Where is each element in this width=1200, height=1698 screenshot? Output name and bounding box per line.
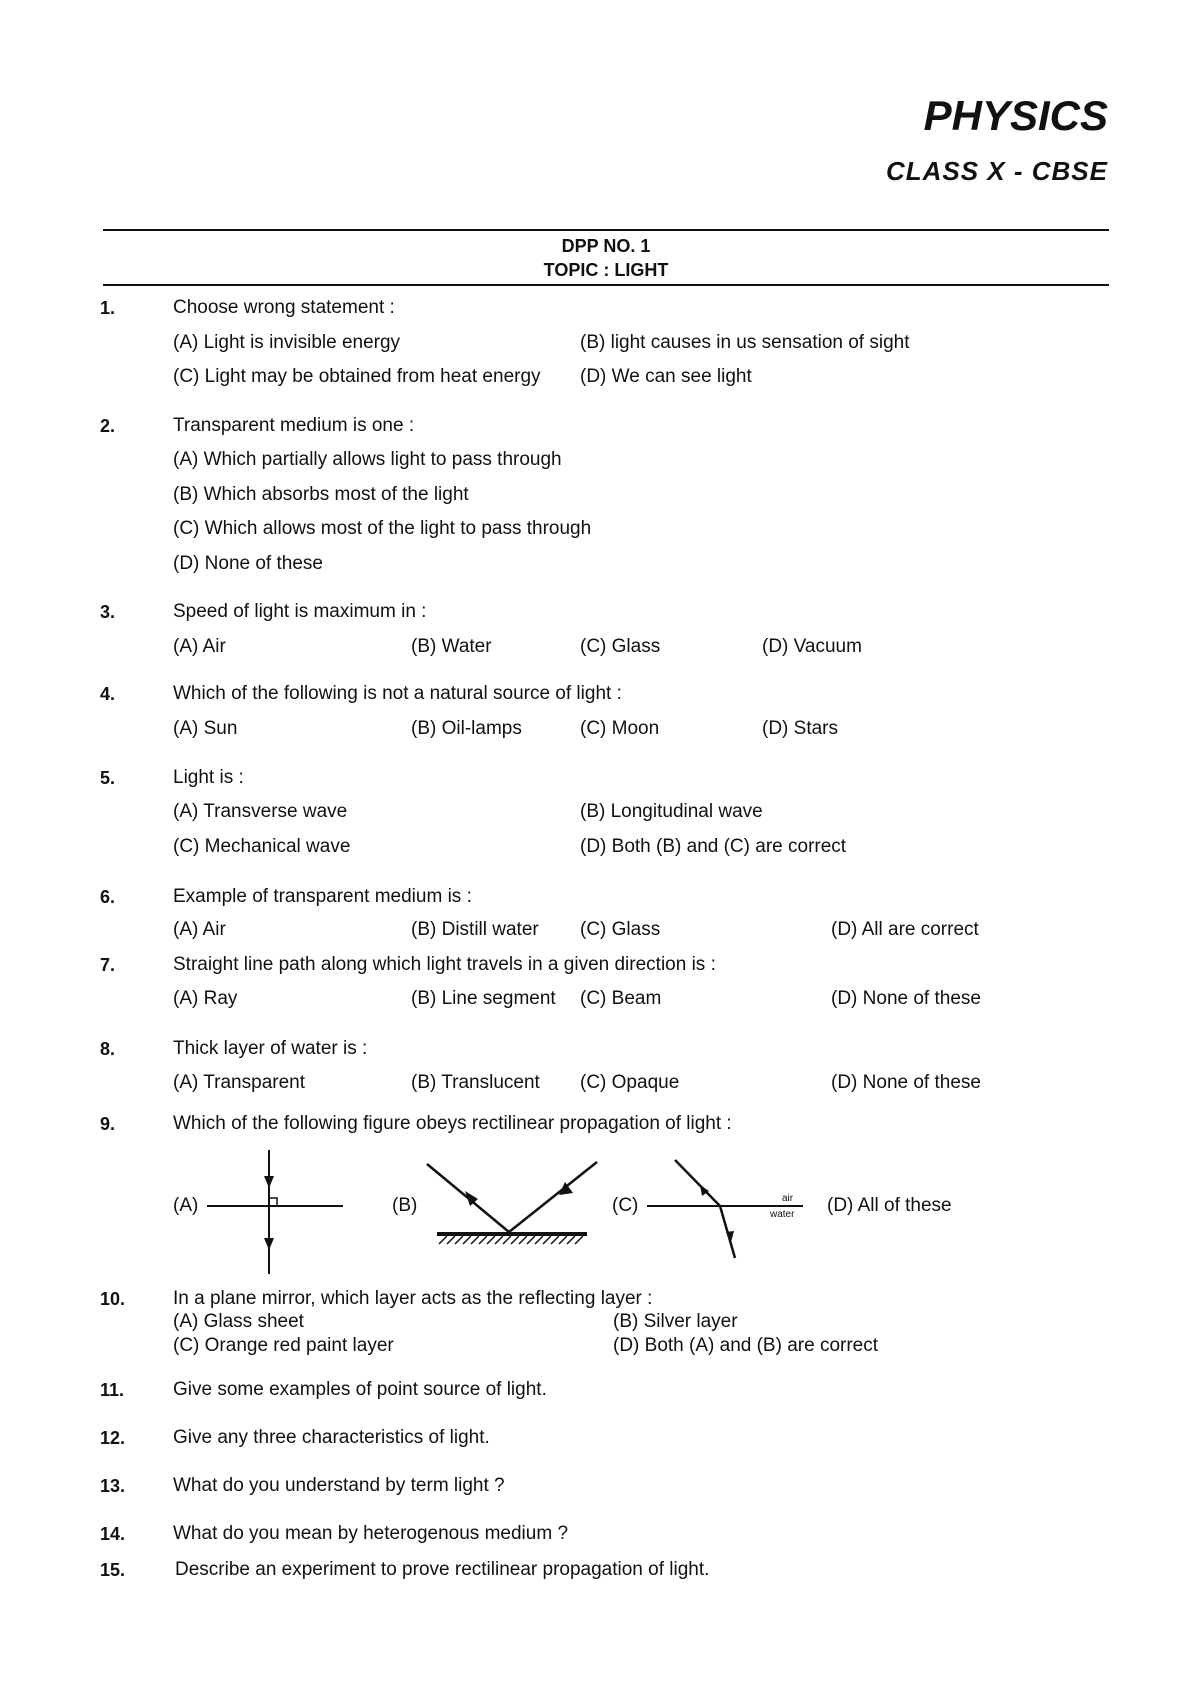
option-c: (C) [612, 1195, 639, 1216]
option-a: (A) Air [173, 636, 226, 657]
class-line: CLASS X - CBSE [885, 156, 1108, 186]
question-number: 13. [100, 1476, 126, 1496]
option-d: (D) All of these [827, 1195, 952, 1216]
question-number: 8. [100, 1039, 116, 1059]
option-a: (A) Air [173, 919, 226, 940]
option-d: (D) All are correct [831, 919, 979, 940]
question-text: Give any three characteristics of light. [173, 1427, 490, 1448]
top-divider [103, 229, 1109, 231]
option-d: (D) Vacuum [762, 636, 862, 657]
option-d: (D) None of these [831, 1072, 981, 1093]
question-number: 4. [100, 684, 116, 704]
question-number: 11. [100, 1380, 125, 1400]
question-number: 14. [100, 1524, 126, 1544]
question-text: Which of the following is not a natural source of light : [173, 683, 622, 704]
question-number: 3. [100, 602, 116, 622]
question-number: 15. [100, 1560, 126, 1580]
option-d: (D) None of these [831, 988, 981, 1009]
question-text: Transparent medium is one : [173, 415, 415, 436]
question-text: What do you mean by heterogenous medium ? [173, 1523, 569, 1544]
option-b: (B) Line segment [411, 988, 556, 1009]
question-text: What do you understand by term light ? [173, 1475, 505, 1496]
option-a: (A) Transparent [173, 1072, 305, 1093]
question-number: 6. [100, 887, 116, 907]
option-a: (A) Ray [173, 988, 238, 1009]
option-b: (B) [392, 1195, 418, 1216]
bottom-divider [103, 284, 1109, 286]
water-label: water [770, 1209, 795, 1220]
question-text: Light is : [173, 767, 244, 788]
option-d: (D) None of these [173, 553, 323, 574]
option-c: (C) Beam [580, 988, 662, 1009]
option-c: (C) Orange red paint layer [173, 1335, 394, 1356]
topic-line: TOPIC : LIGHT [543, 260, 669, 280]
option-d: (D) Both (B) and (C) are correct [580, 836, 847, 857]
question-text: Choose wrong statement : [173, 297, 395, 318]
option-b: (B) Which absorbs most of the light [173, 484, 469, 505]
option-c: (C) Which allows most of the light to pass through [173, 518, 592, 539]
question-number: 10. [100, 1289, 126, 1309]
option-b: (B) Translucent [411, 1072, 540, 1093]
option-b: (B) Oil-lamps [411, 718, 522, 739]
air-label: air [782, 1193, 794, 1204]
option-b: (B) light causes in us sensation of sight [580, 332, 910, 353]
subject-title: PHYSICS [923, 92, 1108, 139]
question-number: 1. [100, 298, 116, 318]
option-b: (B) Longitudinal wave [580, 801, 763, 822]
question-text: Example of transparent medium is : [173, 886, 472, 907]
figure-b-mirror-reflection [425, 1160, 597, 1244]
question-text: Give some examples of point source of light. [173, 1379, 547, 1400]
option-a: (A) Light is invisible energy [173, 332, 401, 353]
option-c: (C) Glass [580, 919, 661, 940]
question-text: Speed of light is maximum in : [173, 601, 427, 622]
option-b: (B) Water [411, 636, 492, 657]
question-text: Thick layer of water is : [173, 1038, 368, 1059]
question-number: 2. [100, 416, 116, 436]
dpp-number: DPP NO. 1 [561, 236, 651, 256]
question-text: Which of the following figure obeys rectilinear propagation of light : [173, 1113, 732, 1134]
option-a: (A) Sun [173, 718, 238, 739]
option-b: (B) Distill water [411, 919, 539, 940]
figure-c-refraction [645, 1158, 805, 1260]
question-number: 5. [100, 768, 116, 788]
option-c: (C) Mechanical wave [173, 836, 351, 857]
option-c: (C) Opaque [580, 1072, 680, 1093]
option-c: (C) Glass [580, 636, 661, 657]
option-a: (A) [173, 1195, 199, 1216]
question-text: In a plane mirror, which layer acts as the reflecting layer : [173, 1288, 653, 1309]
question-number: 9. [100, 1114, 116, 1134]
question-number: 12. [100, 1428, 126, 1448]
option-d: (D) Both (A) and (B) are correct [613, 1335, 879, 1356]
question-text: Describe an experiment to prove rectilinear propagation of light. [175, 1559, 710, 1580]
option-a: (A) Which partially allows light to pass through [173, 449, 562, 470]
option-d: (D) We can see light [580, 366, 752, 387]
figure-a-perpendicular-ray [205, 1148, 345, 1276]
question-text: Straight line path along which light travels in a given direction is : [173, 954, 716, 975]
question-number: 7. [100, 955, 116, 975]
option-a: (A) Glass sheet [173, 1311, 304, 1332]
option-c: (C) Moon [580, 718, 660, 739]
option-c: (C) Light may be obtained from heat energy [173, 366, 541, 387]
option-b: (B) Silver layer [613, 1311, 738, 1332]
option-a: (A) Transverse wave [173, 801, 348, 822]
option-d: (D) Stars [762, 718, 838, 739]
